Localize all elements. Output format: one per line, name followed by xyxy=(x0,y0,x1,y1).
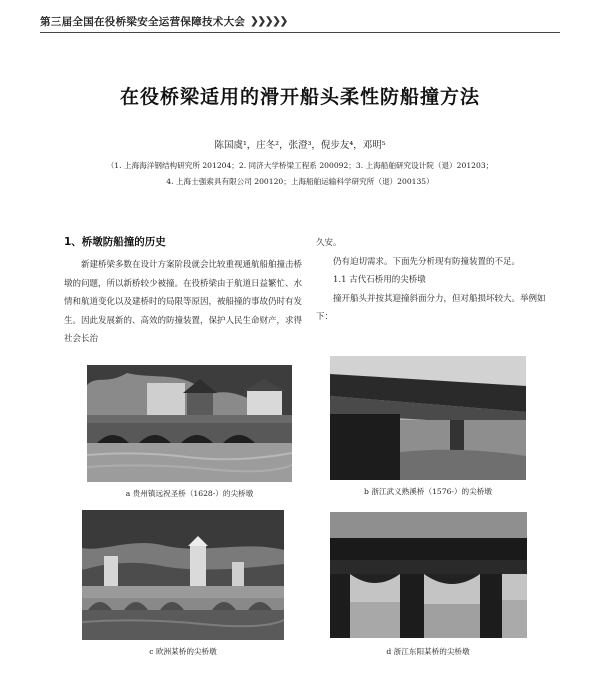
subsection-heading: 1.1 古代石桥用的尖桥墩 xyxy=(333,275,426,285)
header-divider xyxy=(40,32,560,33)
left-column xyxy=(64,256,304,349)
body-paragraph-continued: 久安。 xyxy=(316,238,342,248)
section-heading: 1、桥墩防船撞的历史 xyxy=(64,236,166,248)
figure-d-photo xyxy=(330,512,527,638)
figure-caption: b 浙江武义熟溪桥（1576-）的尖桥墩 xyxy=(364,487,492,496)
running-header xyxy=(40,10,340,32)
figure-c-photo xyxy=(82,510,284,640)
right-column xyxy=(316,234,552,327)
conference-name: 第三届全国在役桥梁安全运营保障技术大会 xyxy=(40,15,246,28)
figure-caption: a 贵州镇远祝圣桥（1628-）的尖桥墩 xyxy=(125,489,254,498)
chevron-right-icon: ❯❯❯❯❯ xyxy=(250,15,288,27)
figure-a-photo xyxy=(87,365,292,482)
figure-b-photo xyxy=(330,356,526,480)
figure-caption: c 欧洲某桥的尖桥墩 xyxy=(149,647,217,656)
body-paragraph: 撞开船头并按其迎撞斜面分力，但对船损坏较大。举例如下： xyxy=(316,293,546,322)
paper-title: 在役桥梁适用的滑开船头柔性防船撞方法 xyxy=(119,86,480,108)
body-paragraph: 新建桥梁多数在设计方案阶段就会比较重视通航船舶撞击桥墩的问题，所以新桥较少被撞。在役桥梁由于航道日益繁忙、水情和航道变化以及建桥时的局限等原因，被船撞的事故仍时有发生。因此发展新的、高效的防撞装置，保护人民生命财产，求得社会长治 xyxy=(64,260,303,344)
figure-caption: d 浙江东阳某桥的尖桥墩 xyxy=(386,647,470,656)
author-list: 陈国虞¹，庄冬²，张澄³，倪步友⁴，邓明⁵ xyxy=(214,140,386,151)
affiliation-line: 4. 上海士强索具有限公司 200120；上海船舶运输科学研究所（退）200135） xyxy=(166,177,434,186)
body-paragraph: 仍有迫切需求。下面先分析现有防撞装置的不足。 xyxy=(333,256,521,267)
affiliation-line: （1. 上海海洋钢结构研究所 201204；2. 同济大学桥梁工程系 200092；3. 上海船舶研究设计院（退）201203； xyxy=(106,161,494,170)
